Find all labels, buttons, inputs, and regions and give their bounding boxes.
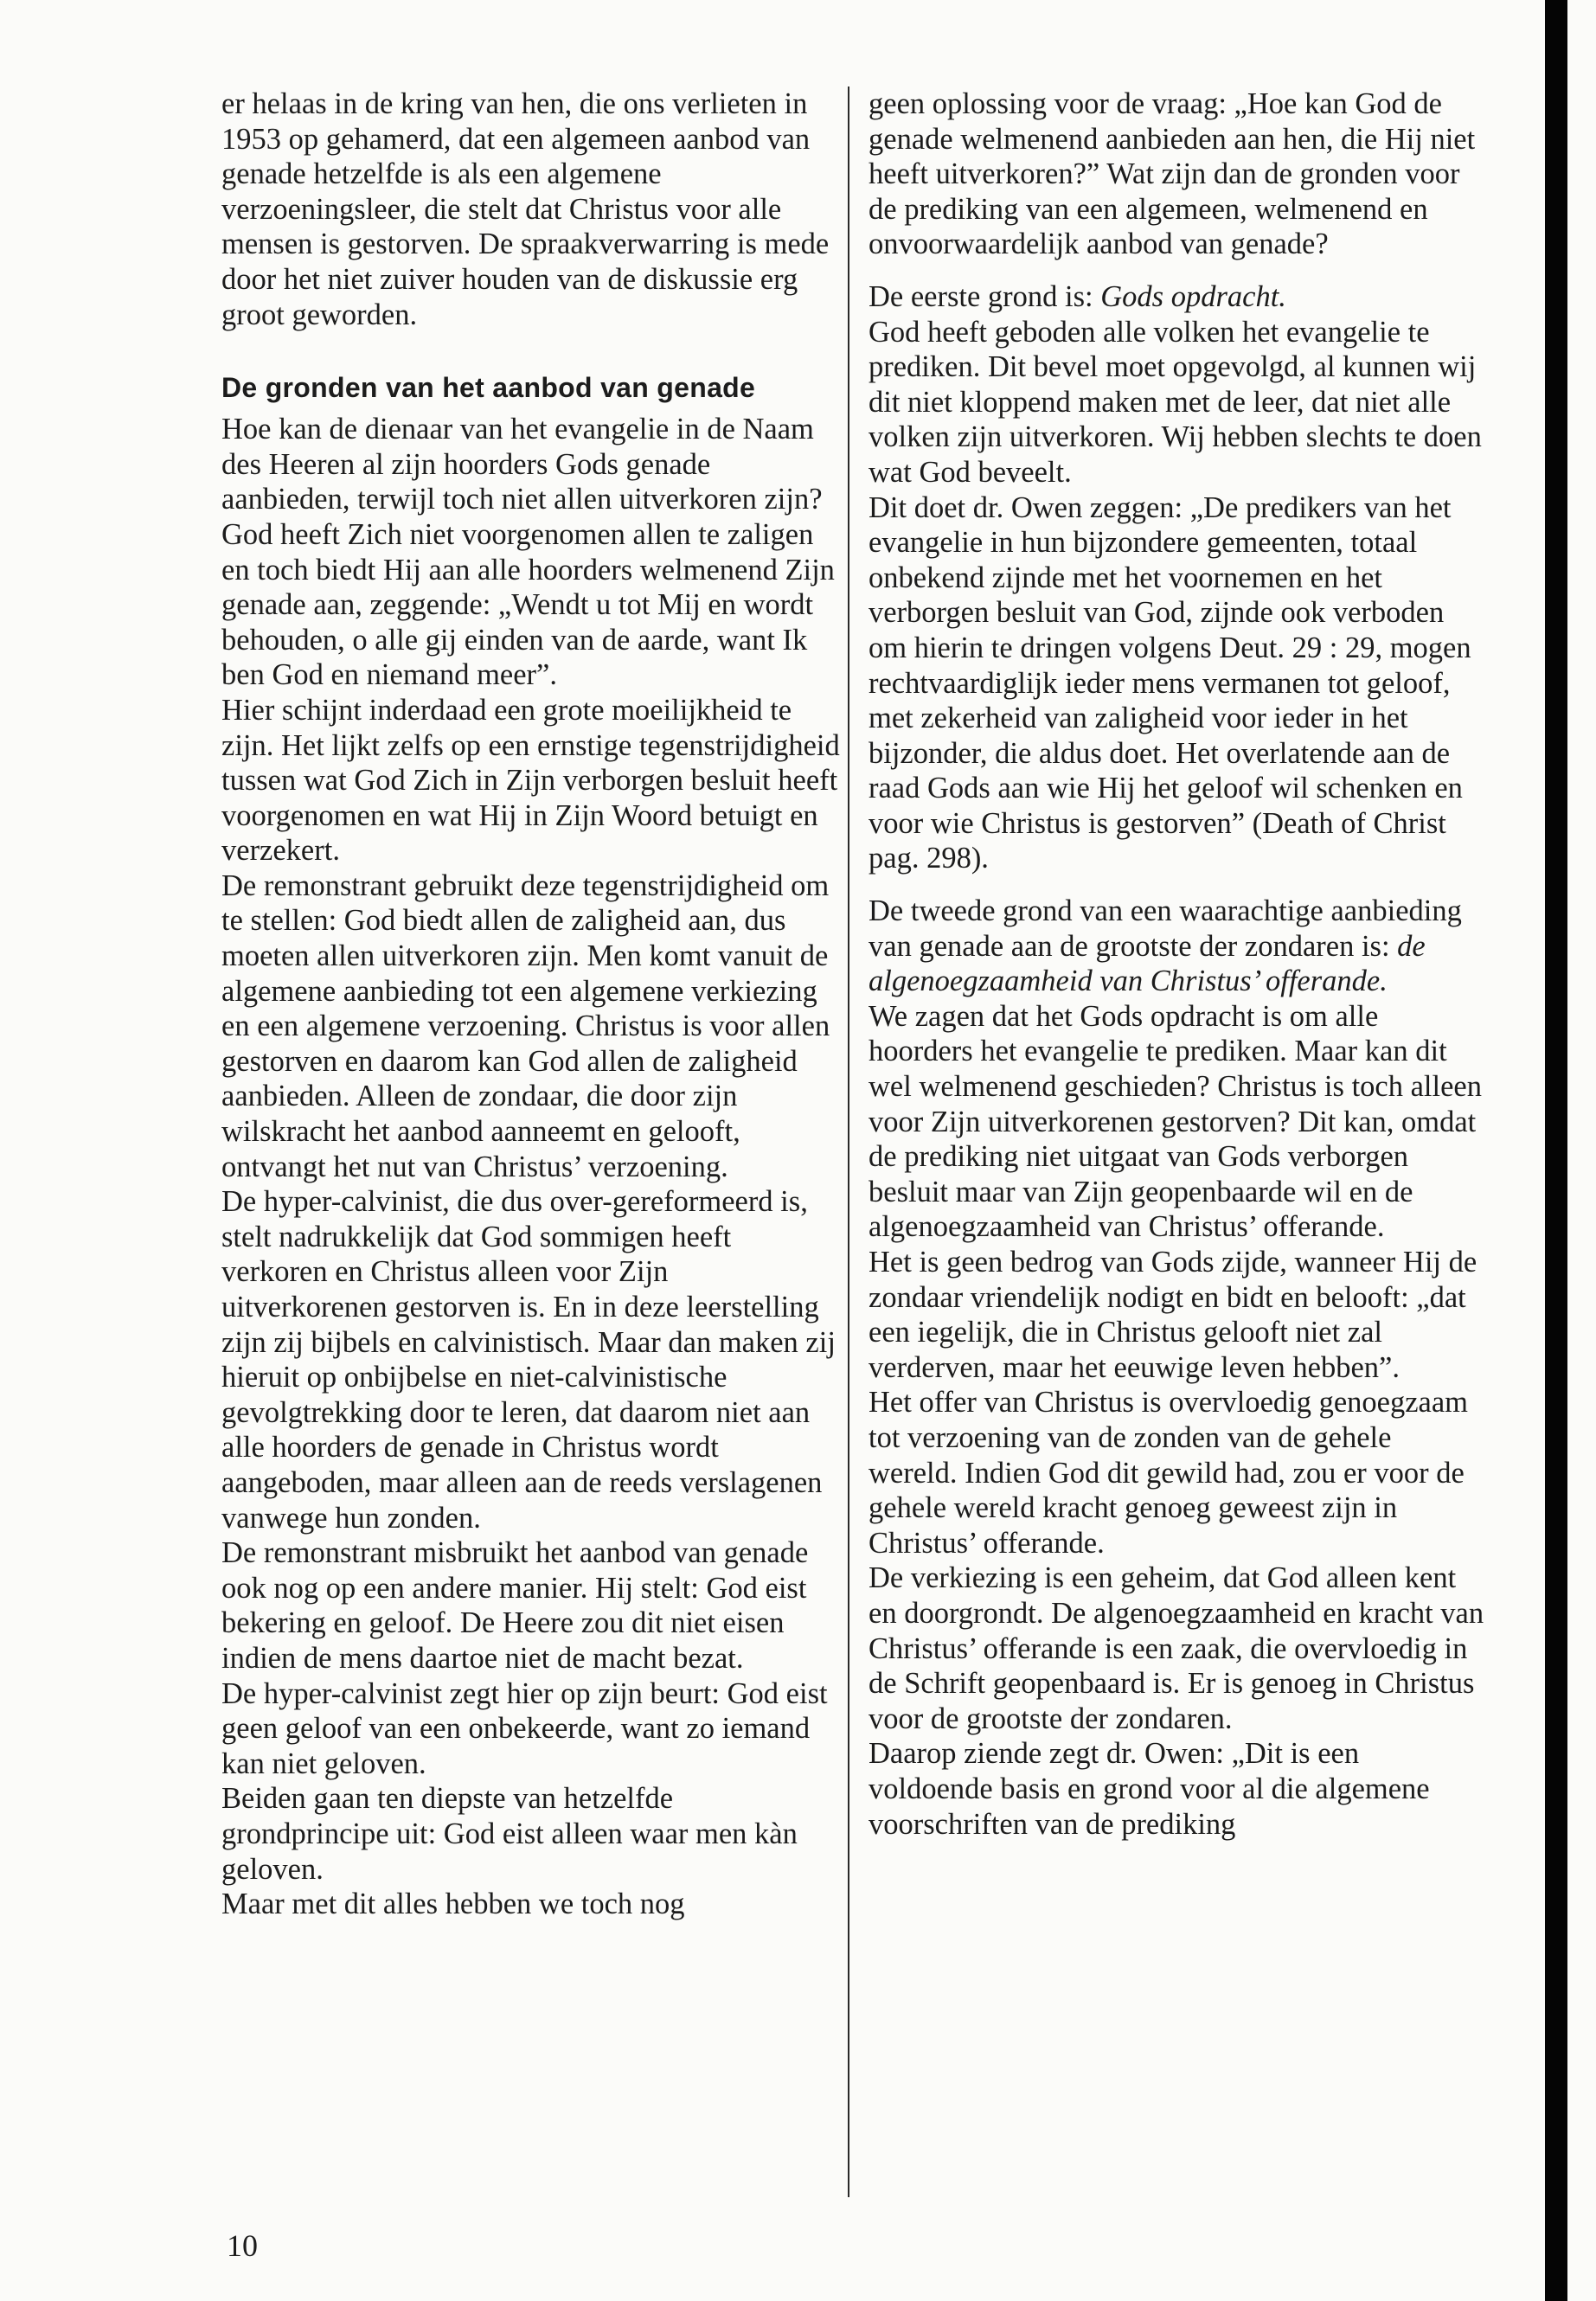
paragraph: De verkiezing is een geheim, dat God alleen kent en doorgrondt. De algenoegzaamheid en kracht van Christus’ offerande is een zaak, die overvloedig in de Schrift geopenbaard is. Er is genoeg in Christus voor de grootste der zondaren.	[869, 1561, 1484, 1735]
paragraph: Maar met dit alles hebben we toch nog	[221, 1888, 685, 1921]
paragraph: geen oplossing voor de vraag: „Hoe kan God de genade welmenend aanbieden aan hen, die Hij niet heeft uitverkoren?” Wat zijn dan de gronden voor de prediking van een algemeen, welmenend en onvoorwaardelijk aanbod van genade?	[869, 87, 1476, 261]
paragraph: er helaas in de kring van hen, die ons verlieten in 1953 op gehamerd, dat een algemeen aanbod van genade hetzelfde is als een algemene verzoeningsleer, die stelt dat Christus voor alle mensen is gestorven. De spraakverwarring is mede door het niet zuiver houden van de diskussie erg groot geworden.	[221, 87, 830, 331]
emphasis: Gods opdracht.	[1100, 279, 1286, 313]
paragraph: Beiden gaan ten diepste van hetzelfde grondprincipe uit: God eist alleen waar men kàn geloven.	[221, 1782, 798, 1886]
paragraph: We zagen dat het Gods opdracht is om alle hoorders het evangelie te prediken. Maar kan dit wel welmenend geschieden? Christus is toch alleen voor Zijn uitverkorenen gestorven? Dit kan, omdat de prediking niet uitgaat van Gods verborgen besluit maar van Zijn geopenbaarde wil en de algenoegzaamheid van Christus’ offerande.	[869, 999, 1482, 1244]
paragraph: De hyper-calvinist zegt hier op zijn beurt: God eist geen geloof van een onbekeerde, want zo iemand kan niet geloven.	[221, 1676, 828, 1780]
paragraph: De remonstrant gebruikt deze tegenstrijdigheid om te stellen: God biedt allen de zaligheid aan, dus moeten allen uitverkoren zijn. Men komt vanuit de algemene aanbieding tot een algemene verkiezing en een algemene verzoening. Christus is voor allen gestorven en daarom kan God allen de zaligheid aanbieden. Alleen de zondaar, die door zijn wilskracht het aanbod aanneemt en gelooft, ontvangt het nut van Christus’ verzoening.	[221, 868, 830, 1183]
emphasis: de algenoegzaamheid van Christus’ offerande.	[869, 929, 1426, 998]
paragraph: Hoe kan de dienaar van het evangelie in de Naam des Heeren al zijn hoorders Gods genade aanbieden, terwijl toch niet allen uitverkoren zijn? God heeft Zich niet voorgenomen allen te zaligen en toch biedt Hij aan alle hoorders welmenend Zijn genade aan, zeggende: „Wendt u tot Mij en wordt behouden, o alle gij einden van de aarde, want Ik ben God en niemand meer”.	[221, 413, 835, 692]
paragraph	[869, 894, 1487, 999]
column-divider	[848, 87, 849, 2197]
section-heading: De gronden van het aanbod van genade	[221, 372, 756, 404]
right-column	[869, 87, 1487, 1842]
paragraph: God heeft geboden alle volken het evangelie te prediken. Dit bevel moet opgevolgd, al kunnen wij dit niet kloppend maken met de leer, dat niet alle volken zijn uitverkoren. Wij hebben slechts te doen wat God beveelt.	[869, 315, 1482, 489]
left-column	[221, 87, 840, 1922]
page-number: 10	[227, 2228, 258, 2263]
paragraph-lead: De tweede grond van een waarachtige aanbieding van genade aan de grootste der zondaren is:	[869, 894, 1462, 963]
scan-edge-bar	[1545, 0, 1567, 2301]
paragraph: Daarop ziende zegt dr. Owen: „Dit is een voldoende basis en grond voor al die algemene voorschriften van de prediking	[869, 1737, 1430, 1841]
paragraph: Het offer van Christus is overvloedig genoegzaam tot verzoening van de zonden van de gehele wereld. Indien God dit gewild had, zou er voor de gehele wereld kracht genoeg geweest zijn in Christus’ offerande.	[869, 1386, 1468, 1560]
paragraph: Het is geen bedrog van Gods zijde, wanneer Hij de zondaar vriendelijk nodigt en bidt en belooft: „dat een iegelijk, die in Christus gelooft niet zal verderven, maar het eeuwige leven hebben”.	[869, 1246, 1477, 1384]
paragraph-lead: De eerste grond is:	[869, 279, 1101, 313]
paragraph: De remonstrant misbruikt het aanbod van genade ook nog op een andere manier. Hij stelt: God eist bekering en geloof. De Heere zou dit niet eisen indien de mens daartoe niet de macht bezat.	[221, 1536, 809, 1675]
paragraph: Hier schijnt inderdaad een grote moeilijkheid te zijn. Het lijkt zelfs op een ernstige tegenstrijdigheid tussen wat God Zich in Zijn verborgen besluit heeft voorgenomen en wat Hij in Zijn Woord betuigt en verzekert.	[221, 693, 840, 868]
paragraph: De hyper-calvinist, die dus over-gereformeerd is, stelt nadrukkelijk dat God sommigen heeft verkoren en Christus alleen voor Zijn uitverkorenen gestorven is. En in deze leerstelling zijn zij bijbels en calvinistisch. Maar dan maken zij hieruit op onbijbelse en niet-calvinistische gevolgtrekking door te leren, dat daarom niet aan alle hoorders de genade in Christus wordt aangeboden, maar alleen aan de reeds verslagenen vanwege hun zonden.	[221, 1185, 836, 1535]
paragraph: Dit doet dr. Owen zeggen: „De predikers van het evangelie in hun bijzondere gemeenten, totaal onbekend zijnde met het voornemen en het verborgen besluit van God, zijnde ook verboden om hierin te dringen volgens Deut. 29 : 29, mogen rechtvaardiglijk ieder mens vermanen tot geloof, met zekerheid van zaligheid voor ieder in het bijzonder, die aldus doet. Het overlatende aan de raad Gods aan wie Hij het geloof wil schenken en voor wie Christus is gestorven” (Death of Christ pag. 298).	[869, 490, 1471, 875]
paragraph	[869, 279, 1487, 315]
